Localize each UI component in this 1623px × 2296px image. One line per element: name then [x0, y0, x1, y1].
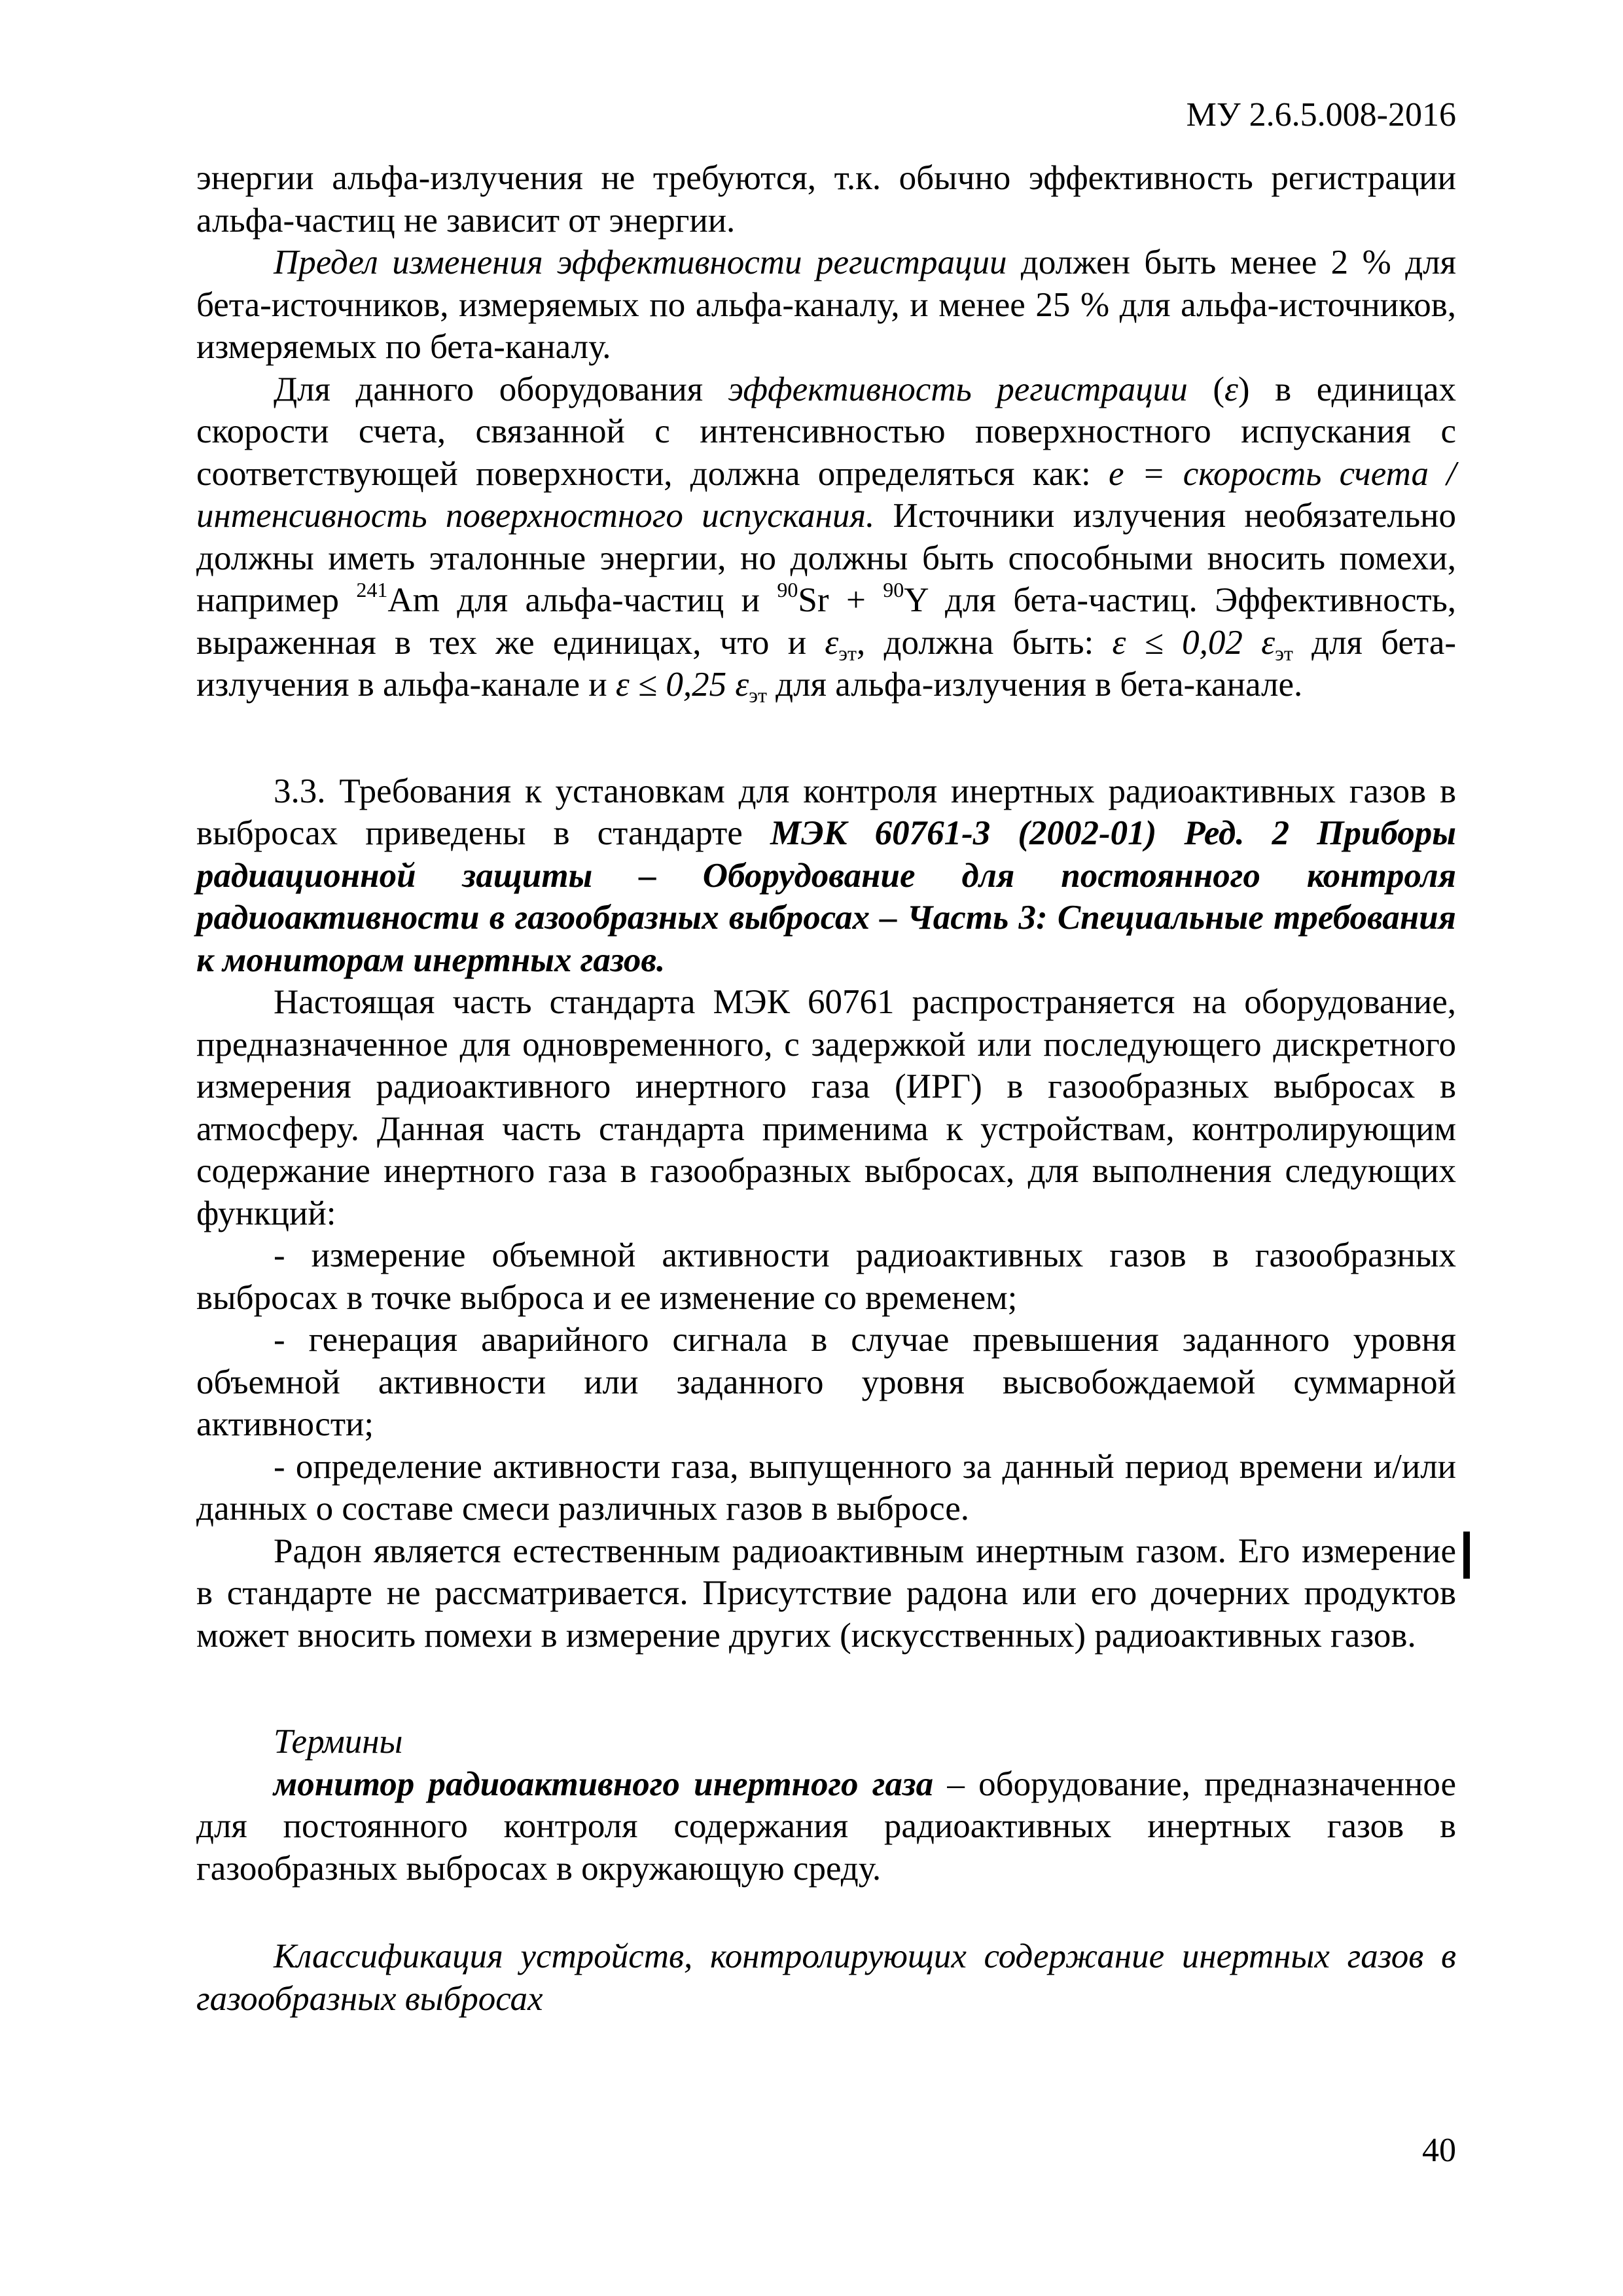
document-code-header: МУ 2.6.5.008-2016 — [1186, 96, 1456, 134]
am-mass-number: 241 — [356, 578, 388, 601]
text-run: для бета-частиц. Эффективность, выраженная в тех же единицах, что и — [196, 581, 1456, 662]
efficiency-limit-text: должен быть менее 2 % для бета-источников, измеряемых по альфа-каналу, и менее 25 % для альфа-источников, измеряемых по бета-каналу. — [196, 243, 1456, 366]
term-definition-text: – оборудование, предназначенное для постоянного контроля содержания радиоактивных инертных газов в газообразных выбросах в окружающую среду. — [196, 1765, 1456, 1888]
alpha-channel-limit-formula: ε ≤ 0,25 ε — [615, 666, 749, 704]
list-item: - генерация аварийного сигнала в случае превышения заданного уровня объемной активности или заданного уровня высвобождаемой суммарной активности; — [196, 1321, 1456, 1443]
y-symbol: Y — [904, 581, 928, 619]
reference-subscript: эт — [1275, 641, 1293, 665]
paragraph-radon: Радон является естественным радиоактивным инертным газом. Его измерение в стандарте не рассматривается. Присутствие радона или его дочерних продуктов может вносить помехи в измерение других (искусственных) радиоактивных газов. — [196, 1532, 1456, 1655]
y-mass-number: 90 — [883, 578, 904, 601]
text-run: для альфа-излучения в бета-канале. — [766, 666, 1303, 704]
epsilon-reference-symbol: ε — [825, 623, 839, 662]
section-3-3-text: 3.3. Требования к установкам для контроля инертных радиоактивных газов в выбросах приведены в стандарте — [196, 772, 1456, 852]
efficiency-formula: e = скорость счета / интенсивность поверхностного испускания. — [196, 454, 1456, 535]
page-number: 40 — [1422, 2132, 1456, 2169]
list-item: - определение активности газа, выпущенного за данный период времени и/или данных о составе смеси различных газов в выбросе. — [196, 1447, 1456, 1528]
text-run: для альфа-частиц и — [439, 581, 777, 619]
text-run: ) в единицах скорости счета, связанной с интенсивностью поверхностного испускания с соответствующей поверхности, должна определяться как: — [196, 370, 1456, 493]
term-efficiency-change-limit: Предел изменения эффективности регистрации — [274, 243, 1007, 281]
beta-channel-limit-formula: ε ≤ 0,02 ε — [1112, 623, 1275, 662]
reference-subscript: эт — [838, 641, 857, 665]
list-item: - измерение объемной активности радиоактивных газов в газообразных выбросах в точке выброса и ее изменение со временем; — [196, 1236, 1456, 1317]
term-definition — [196, 1763, 1456, 1890]
paragraph-alpha-energy: энергии альфа-излучения не требуются, т.к. обычно эффективность регистрации альфа-частиц не зависит от энергии. — [196, 159, 1456, 240]
sr-symbol: Sr + — [798, 581, 883, 619]
standard-reference-title: МЭК 60761-3 (2002-01) Ред. 2 Приборы радиационной защиты – Оборудование для постоянного контроля радиоактивности в газообразных выбросах – Часть 3: Специальные требования к мониторам инертных газов. — [196, 814, 1456, 979]
paragraph-section-3-3 — [196, 770, 1456, 982]
paragraph-efficiency-limit — [196, 242, 1456, 368]
revision-change-bar — [1463, 1532, 1470, 1579]
am-symbol: Am — [387, 581, 440, 619]
text-run: Для данного оборудования — [274, 370, 728, 408]
paragraph-standard-scope: Настоящая часть стандарта МЭК 60761 распространяется на оборудование, предназначенное для одновременного, с задержкой или последующего дискретного измерения радиоактивного инертного газа (ИРГ) в газообразных выбросах в атмосферу. Данная часть стандарта применима к устройствам, контролирующим содержание инертного газа в газообразных выбросах, для выполнения следующих функций: — [196, 983, 1456, 1232]
term-noble-gas-monitor: монитор радиоактивного инертного газа — [274, 1765, 934, 1803]
text-run: для бета-излучения в альфа-канале и — [196, 623, 1456, 704]
classification-heading: Классификация устройств, контролирующих содержание инертных газов в газообразных выбросах — [196, 1937, 1456, 2018]
text-run: Источники излучения необязательно должны иметь эталонные энергии, но должны быть способными вносить помехи, например — [196, 497, 1456, 619]
term-registration-efficiency: эффективность регистрации — [728, 370, 1188, 408]
text-run: , должна быть: — [856, 623, 1113, 662]
paragraph-efficiency-definition — [196, 368, 1456, 706]
terms-heading: Термины — [274, 1723, 403, 1761]
reference-subscript: эт — [749, 683, 767, 707]
epsilon-symbol: ε — [1224, 370, 1238, 408]
text-run: ( — [1187, 370, 1224, 408]
sr-mass-number: 90 — [777, 578, 798, 601]
document-body — [196, 157, 1456, 2020]
